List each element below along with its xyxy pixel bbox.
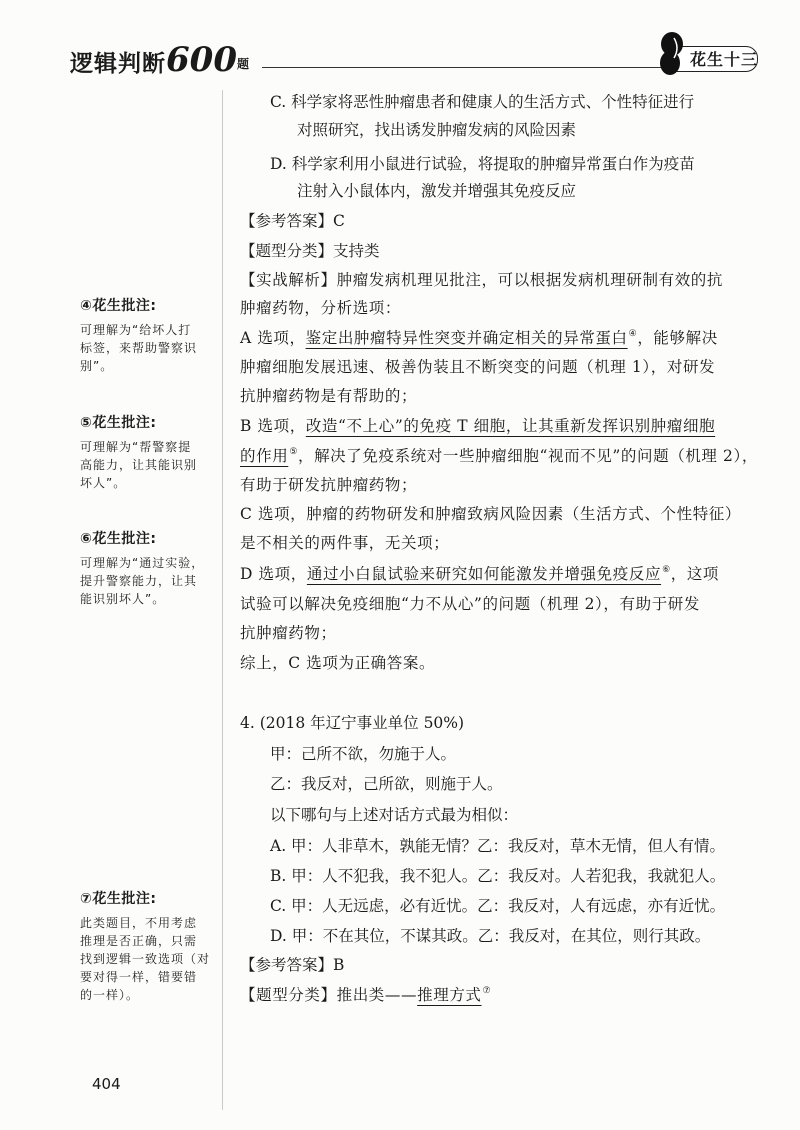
side-note-title: ④花生批注:	[80, 298, 157, 314]
side-note-4	[80, 295, 222, 375]
type-value: 支持类	[333, 242, 380, 260]
side-note-line: 要对得一样，错要错	[80, 970, 198, 984]
analysis-line: 肿瘤细胞发展迅速、极善伪装且不断突变的问题（机理 1），对研发	[240, 358, 716, 376]
analysis-label: 【实战解析】	[240, 271, 337, 289]
analysis-line: 有助于研发抗肿瘤药物；	[240, 476, 418, 494]
option-b: B. 甲：人不犯我，我不犯人。乙：我反对。人若犯我，我就犯人。	[270, 867, 726, 885]
book-title-suffix: 题	[236, 57, 249, 71]
analysis-text: 肿瘤发病机理见批注，可以根据发病机理研制有效的抗	[336, 271, 724, 289]
option-d-line: D. 科学家利用小鼠进行试验，将提取的肿瘤异常蛋白作为疫苗	[270, 155, 695, 173]
footnote-marker: ⑥	[662, 565, 671, 575]
footnote-marker: ④	[628, 329, 638, 339]
type-value: 推出类——	[336, 986, 418, 1004]
option-c: C. 甲：人无远虑，必有近忧。乙：我反对，人有远虑，亦有近忧。	[270, 897, 726, 915]
option-d-line: 注射入小鼠体内，激发并增强其免疫反应	[297, 182, 577, 200]
header-rule	[262, 67, 702, 68]
side-note-line: 可理解为“帮警察提	[80, 440, 192, 454]
footnote-marker: ⑦	[482, 986, 492, 996]
analysis-text: ，这项	[670, 565, 720, 583]
side-note-5	[80, 412, 222, 492]
analysis-text: A 选项，	[240, 329, 306, 347]
answer-label: 【参考答案】	[240, 212, 334, 230]
book-title-text: 逻辑判断	[70, 51, 166, 77]
side-note-line: 高能力，让其能识别	[80, 458, 198, 472]
side-note-line: 此类题目，不用考虑	[80, 916, 198, 930]
option-d: D. 甲：不在其位，不谋其政。乙：我反对，在其位，则行其政。	[270, 927, 711, 945]
answer-line	[240, 953, 344, 975]
side-note-6	[80, 528, 222, 608]
type-line	[240, 239, 380, 261]
analysis-line: C 选项，肿瘤的药物研发和肿瘤致病风险因素（生活方式、个性特征）	[240, 505, 741, 523]
type-line	[240, 983, 491, 1005]
analysis-line: 综上，C 选项为正确答案。	[240, 654, 436, 672]
question-stem-line: 甲：己所不欲，勿施于人。	[270, 745, 457, 763]
option-c-line: 对照研究，找出诱发肿瘤发病的风险因素	[297, 121, 577, 139]
brand-logo	[652, 30, 762, 80]
analysis-text: ，解决了免疫系统对一些肿瘤细胞“视而不见”的问题（机理 2），	[297, 447, 758, 465]
analysis-line: 肿瘤药物，分析选项：	[240, 299, 402, 317]
footnote-marker: ⑤	[289, 447, 298, 457]
side-note-line: 提升警察能力，让其	[80, 574, 198, 588]
underlined-text: 改造“不上心”的免疫 T 细胞，让其重新发挥识别肿瘤细胞	[305, 417, 716, 435]
side-note-title: ⑥花生批注:	[80, 531, 157, 547]
side-note-line: 的一样）。	[80, 988, 140, 1002]
answer-value: C	[333, 212, 345, 230]
question-heading: 4. (2018 年辽宁事业单位 50%)	[240, 714, 465, 732]
type-label: 【题型分类】	[240, 986, 337, 1004]
underlined-text: 鉴定出肿瘤特异性突变并确定相关的异常蛋白	[305, 329, 628, 347]
underlined-text: 通过小白鼠试验来研究如何能激发并增强免疫反应	[306, 565, 662, 583]
side-note-title: ⑤花生批注:	[80, 415, 157, 431]
analysis-line	[240, 268, 723, 290]
brand-name: 花生十三	[690, 50, 759, 69]
page-header	[70, 30, 760, 80]
peanut-icon	[652, 30, 692, 80]
underlined-text: 的作用	[240, 447, 289, 465]
side-note-line: 可理解为“通过实验，	[80, 556, 205, 570]
analysis-line	[240, 326, 718, 348]
book-title	[70, 40, 249, 80]
analysis-line	[240, 414, 715, 436]
analysis-text: B 选项，	[240, 417, 306, 435]
side-note-line: 可理解为“给坏人打	[80, 323, 192, 337]
book-title-number: 600	[166, 40, 237, 80]
analysis-line	[240, 562, 719, 584]
side-note-line: 别”。	[80, 359, 114, 373]
margin-divider	[222, 90, 223, 1110]
analysis-text: D 选项，	[240, 565, 307, 583]
analysis-line: 是不相关的两件事，无关项；	[240, 534, 450, 552]
type-label: 【题型分类】	[240, 242, 334, 260]
answer-line	[240, 209, 345, 231]
question-stem-line: 乙：我反对，己所欲，则施于人。	[270, 775, 503, 793]
underlined-text: 推理方式	[417, 986, 482, 1004]
side-note-line: 找到逻辑一致选项（对	[80, 952, 211, 966]
answer-label: 【参考答案】	[240, 956, 334, 974]
side-note-line: 能识别坏人”。	[80, 592, 166, 606]
question-stem-line: 以下哪句与上述对话方式最为相似：	[270, 806, 519, 824]
analysis-line: 抗肿瘤药物；	[240, 624, 337, 642]
side-note-title: ⑦花生批注:	[80, 891, 157, 907]
analysis-line: 抗肿瘤药物是有帮助的；	[240, 387, 418, 405]
analysis-line	[240, 444, 758, 466]
analysis-line: 试验可以解决免疫细胞“力不从心”的问题（机理 2），有助于研发	[240, 595, 700, 613]
answer-value: B	[333, 956, 345, 974]
side-note-line: 推理是否正确，只需	[80, 934, 198, 948]
option-a: A. 甲：人非草木，孰能无情？乙：我反对，草木无情，但人有情。	[270, 837, 726, 855]
side-note-line: 坏人”。	[80, 476, 127, 490]
side-note-7	[80, 888, 222, 1004]
page-number: 404	[92, 1075, 121, 1093]
side-note-line: 标签，来帮助警察识	[80, 341, 198, 355]
option-c-line: C. 科学家将恶性肿瘤患者和健康人的生活方式、个性特征进行	[270, 93, 695, 111]
analysis-text: ，能够解决	[637, 329, 718, 347]
